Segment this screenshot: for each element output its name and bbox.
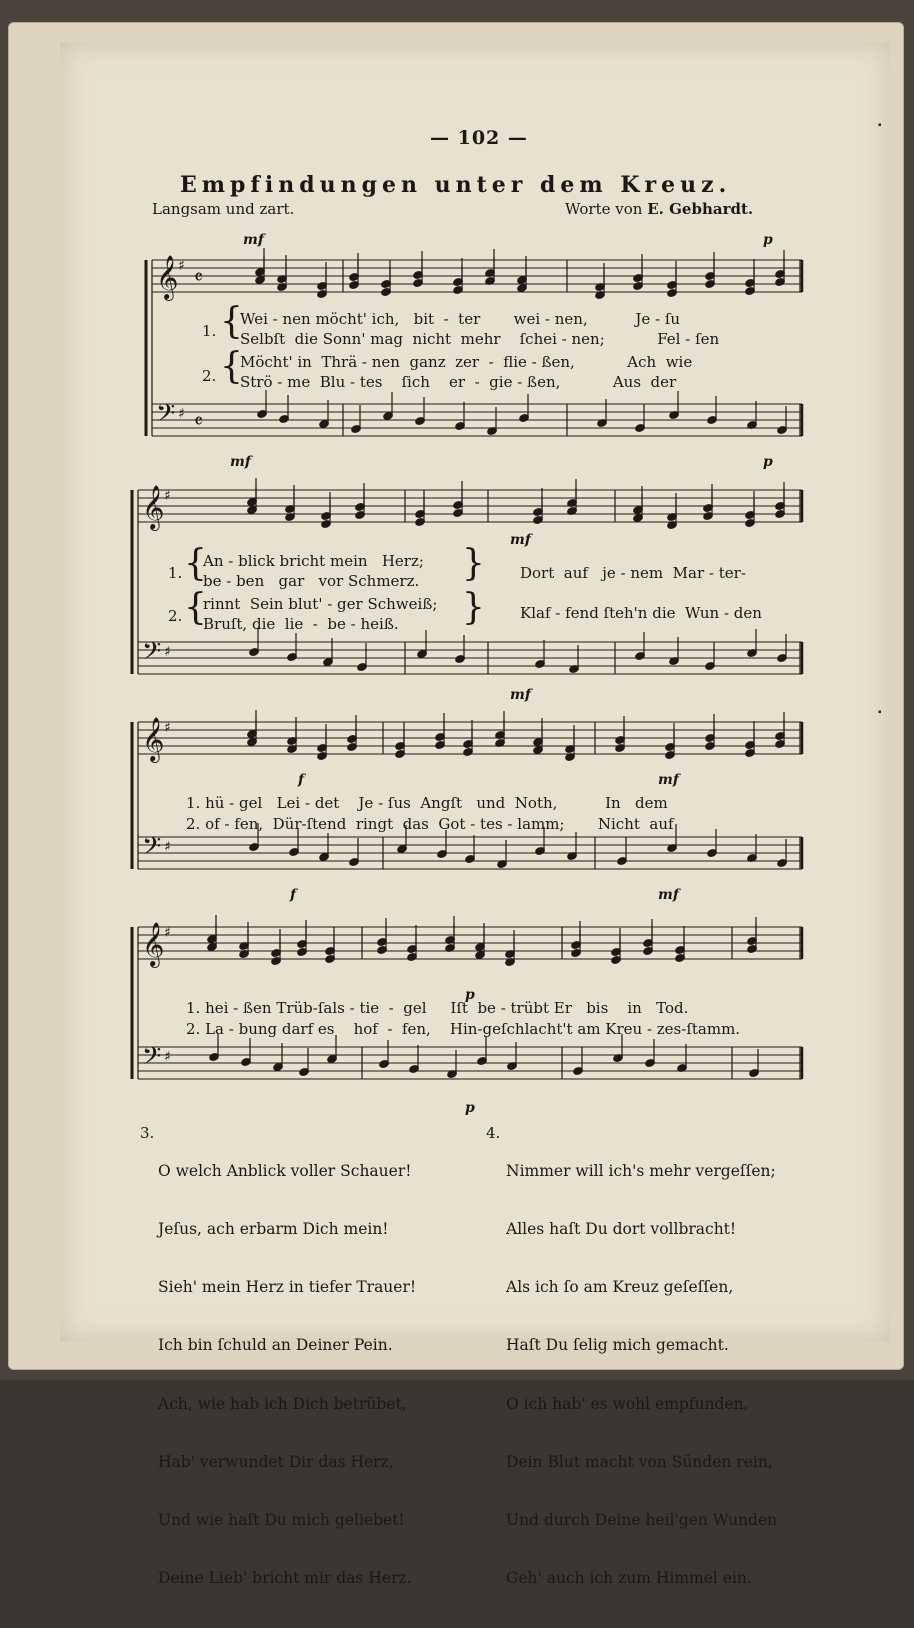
- lyric-line: be - ben gar vor Schmerz.: [203, 572, 420, 590]
- verse-number: 1.: [168, 564, 183, 582]
- edge-mark: ▪: [878, 707, 882, 718]
- key-signature-icon: ♯: [164, 925, 171, 941]
- key-signature-icon: ♯: [178, 258, 185, 274]
- brace: }: [462, 543, 485, 584]
- treble-clef-icon: 𝄞: [142, 717, 165, 761]
- dynamic-mf: mf: [658, 772, 679, 788]
- dynamic-f: f: [298, 772, 305, 788]
- refrain-line: Dort auf je - nem Mar - ter-: [520, 564, 746, 582]
- author-prefix: Worte von: [565, 200, 643, 218]
- bass-clef-icon: 𝄢: [142, 1042, 162, 1077]
- poem-line: Und wie haſt Du mich geliebet!: [158, 1511, 405, 1530]
- poem-line: Sieh' mein Herz in tiefer Trauer!: [158, 1278, 417, 1297]
- lyric-line: 1. hü - gel Lei - det Je - ſus Angſt und Noth, In dem: [186, 794, 668, 812]
- key-signature-icon: ♯: [164, 1049, 171, 1065]
- lyric-line: Möcht' in Thrä - nen ganz zer - flie - ßen, Ach wie: [240, 353, 693, 371]
- verse-number: 1.: [202, 322, 217, 340]
- tempo-marking: Langsam und zart.: [152, 200, 295, 218]
- dynamic-mf: mf: [510, 687, 531, 703]
- stanza-4: [506, 1123, 777, 1628]
- page: [60, 42, 890, 1588]
- key-signature-icon: ♯: [164, 839, 171, 855]
- treble-clef-icon: 𝄞: [156, 255, 179, 299]
- time-signature-icon: 𝄴: [194, 265, 203, 289]
- dynamic-mf: mf: [510, 532, 531, 548]
- bass-clef-icon: 𝄢: [142, 832, 162, 867]
- poem-line: Jeſus, ach erbarm Dich mein!: [158, 1220, 389, 1239]
- poem-line: Als ich ſo am Kreuz geſeſſen,: [506, 1278, 734, 1297]
- stanza-3: [158, 1123, 416, 1628]
- poem-line: Dein Blut macht von Sünden rein,: [506, 1452, 773, 1471]
- key-signature-icon: ♯: [178, 406, 185, 422]
- dynamic-p: p: [763, 454, 773, 470]
- key-signature-icon: ♯: [164, 720, 171, 736]
- poem-line: Ich bin ſchuld an Deiner Pein.: [158, 1336, 393, 1355]
- lyric-line: Bruſt, die lie - be - heiß.: [203, 615, 399, 633]
- key-signature-icon: ♯: [164, 644, 171, 660]
- lyric-line: Strö - me Blu - tes ſich er - gie - ßen, Aus der: [240, 373, 677, 391]
- key-signature-icon: ♯: [164, 488, 171, 504]
- lyric-line: 1. hei - ßen Trüb-ſals - tie - gel Iſt be - trübt Er bis in Tod.: [186, 999, 689, 1017]
- brace: }: [462, 587, 485, 628]
- brace: {: [220, 301, 243, 342]
- dynamic-mf: mf: [230, 454, 251, 470]
- dynamic-p: p: [763, 232, 773, 248]
- poem-line: Alles haſt Du dort vollbracht!: [506, 1220, 737, 1239]
- brace: {: [184, 587, 207, 628]
- verse-number: 2.: [168, 607, 183, 625]
- treble-clef-icon: 𝄞: [142, 922, 165, 966]
- poem-line: O ich hab' es wohl empfunden,: [506, 1394, 749, 1413]
- stanza-number: 3.: [140, 1124, 155, 1142]
- page-number: — 102 —: [430, 127, 528, 149]
- lyric-line: An - blick bricht mein Herz;: [203, 552, 424, 570]
- poem-line: Und durch Deine heil'gen Wunden: [506, 1511, 778, 1530]
- author-name: E. Gebhardt.: [647, 200, 754, 218]
- dynamic-mf: mf: [658, 887, 679, 903]
- lyric-line: 2. La - bung darf es hof - fen, Hin-geſchlacht't am Kreu - zes-ſtamm.: [186, 1020, 741, 1038]
- poem-line: Geh' auch ich zum Himmel ein.: [506, 1569, 752, 1588]
- time-signature-icon: 𝄴: [194, 409, 203, 433]
- poem-line: Deine Lieb' bricht mir das Herz.: [158, 1569, 412, 1588]
- poem-line: Hab' verwundet Dir das Herz,: [158, 1452, 394, 1471]
- lyric-line: Selbſt die Sonn' mag nicht mehr ſchei - nen; Fel - ſen: [240, 330, 720, 348]
- treble-clef-icon: 𝄞: [142, 485, 165, 529]
- poem-line: Haſt Du ſelig mich gemacht.: [506, 1336, 729, 1355]
- dynamic-p: p: [465, 987, 475, 1003]
- bass-clef-icon: 𝄢: [142, 637, 162, 672]
- lyric-line: rinnt Sein blut' - ger Schweiß;: [203, 595, 438, 613]
- lyric-line: 2. of - fen, Dür-ſtend ringt das Got - tes - lamm; Nicht auf: [186, 815, 674, 833]
- poem-line: O welch Anblick voller Schauer!: [158, 1161, 412, 1180]
- bass-clef-icon: 𝄢: [156, 399, 176, 434]
- brace: {: [184, 543, 207, 584]
- song-title: Empfindungen unter dem Kreuz.: [180, 172, 732, 198]
- stanza-number: 4.: [486, 1124, 501, 1142]
- edge-mark: ▪: [878, 120, 882, 131]
- poem-line: Nimmer will ich's mehr vergeſſen;: [506, 1161, 776, 1180]
- refrain-line: Klaf - fend ſteh'n die Wun - den: [520, 604, 762, 622]
- dynamic-mf: mf: [243, 232, 264, 248]
- lyric-line: Wei - nen möcht' ich, bit - ter wei - nen, Je - ſu: [240, 310, 681, 328]
- dynamic-f: f: [290, 887, 297, 903]
- brace: {: [220, 346, 243, 387]
- verse-number: 2.: [202, 367, 217, 385]
- dynamic-p: p: [465, 1100, 475, 1116]
- poem-line: Ach, wie hab ich Dich betrübet,: [158, 1394, 407, 1413]
